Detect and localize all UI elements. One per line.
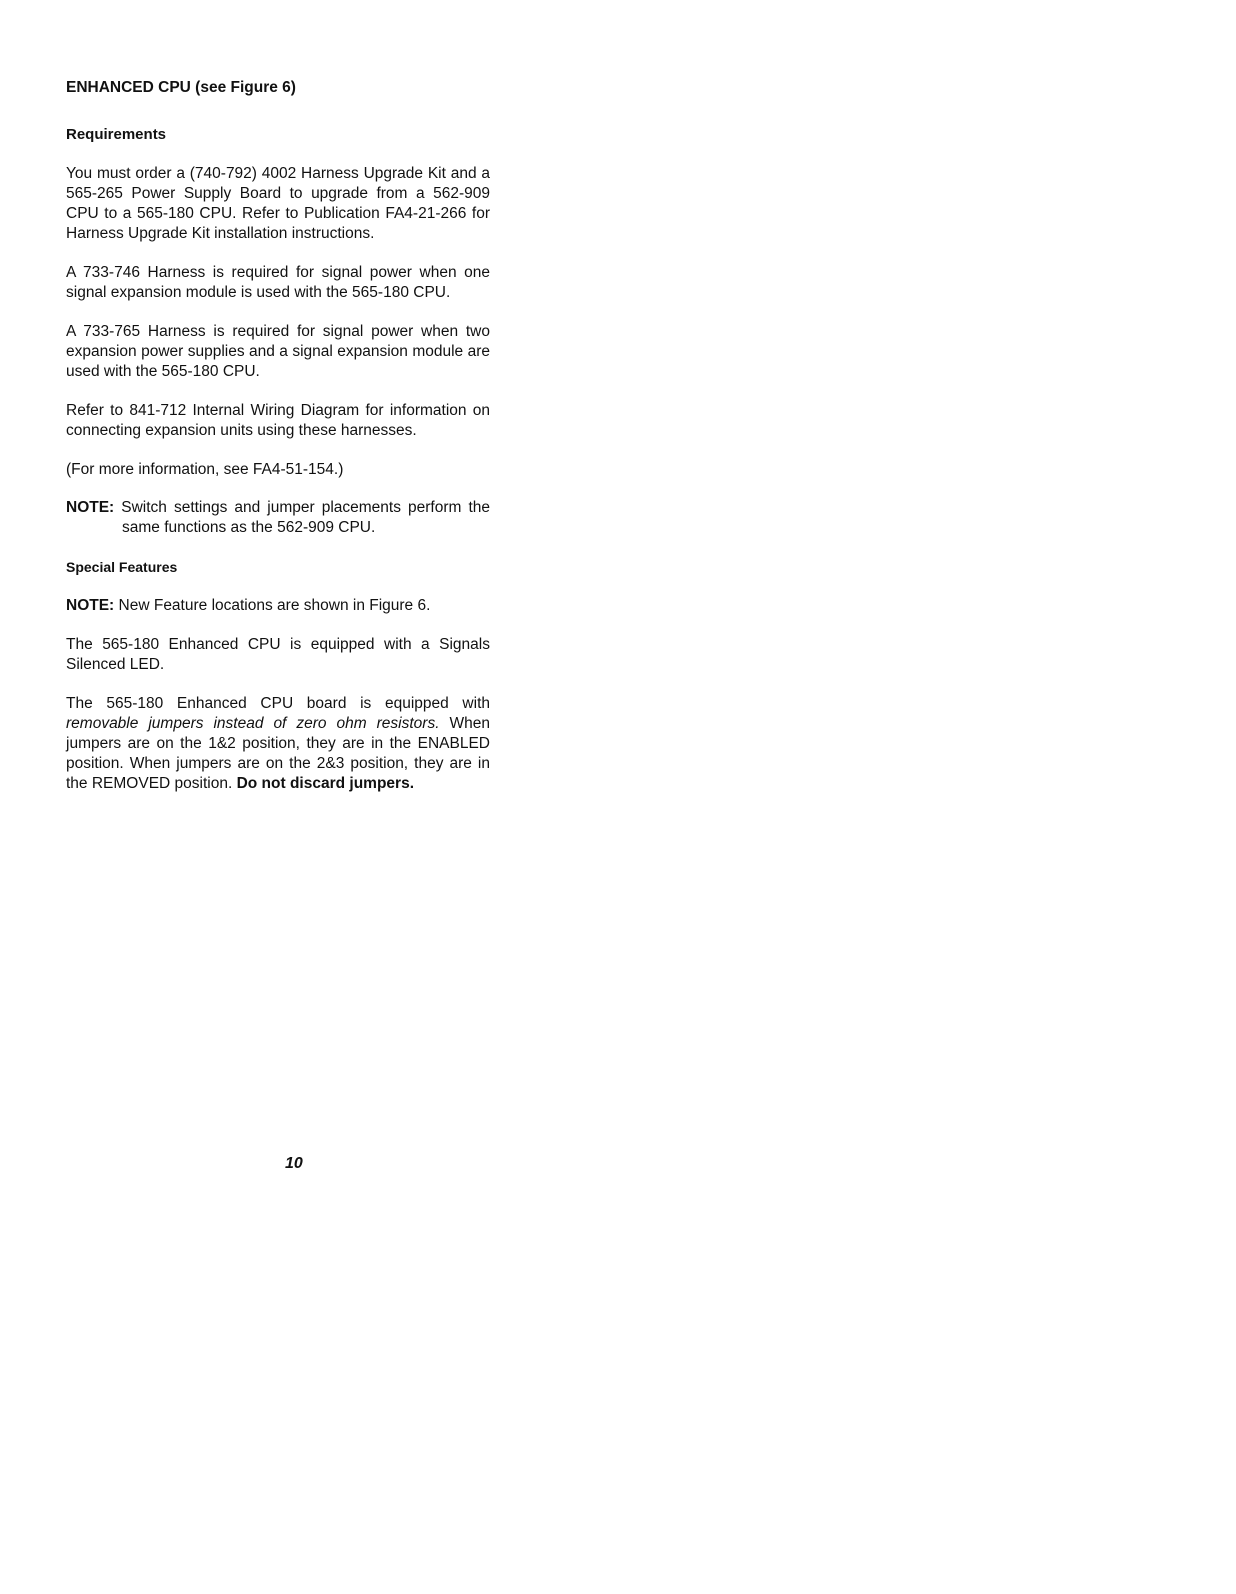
requirements-paragraph-2: A 733-746 Harness is required for signal power when one signal expansion module is used with the 565-180 CPU. — [66, 264, 490, 301]
paragraph-text: The 565-180 Enhanced CPU board is equipped with — [66, 695, 490, 712]
paragraph-italic-text: removable jumpers instead of zero ohm resistors. — [66, 715, 440, 732]
special-features-heading: Special Features — [66, 559, 178, 575]
requirements-paragraph-1: You must order a (740-792) 4002 Harness Upgrade Kit and a 565-265 Power Supply Board to upgrade from a 562-909 CPU to a 565-180 CPU. Refer to Publication FA4-21-266 for Harness Upgrade Kit installation instructions. — [66, 165, 490, 242]
note-text: New Feature locations are shown in Figure 6. — [118, 597, 431, 614]
text-column — [66, 78, 490, 813]
requirements-paragraph-4: Refer to 841-712 Internal Wiring Diagram for information on connecting expansion units using these harnesses. — [66, 402, 490, 439]
paragraph-text: When jumpers are on the 1&2 position, they are in the ENABLED position. When jumpers are on the 2&3 position, they are in the REMOVED position. — [66, 715, 490, 792]
special-features-paragraph-2 — [66, 694, 490, 794]
requirements-heading: Requirements — [66, 126, 167, 143]
page-number: 10 — [285, 1155, 303, 1172]
note-label: NOTE: — [66, 597, 115, 614]
note-text: Switch settings and jumper placements perform the same functions as the 562-909 CPU. — [121, 499, 490, 536]
requirements-paragraph-5: (For more information, see FA4-51-154.) — [66, 461, 344, 478]
special-features-paragraph-1: The 565-180 Enhanced CPU is equipped with a Signals Silenced LED. — [66, 636, 490, 673]
special-features-note — [66, 596, 490, 616]
paragraph-bold-warning: Do not discard jumpers. — [236, 775, 414, 792]
requirements-note — [66, 498, 490, 538]
note-label: NOTE: — [66, 499, 115, 516]
requirements-paragraph-3: A 733-765 Harness is required for signal power when two expansion power supplies and a signal expansion module are used with the 565-180 CPU. — [66, 323, 490, 380]
section-title: ENHANCED CPU (see Figure 6) — [66, 79, 296, 96]
